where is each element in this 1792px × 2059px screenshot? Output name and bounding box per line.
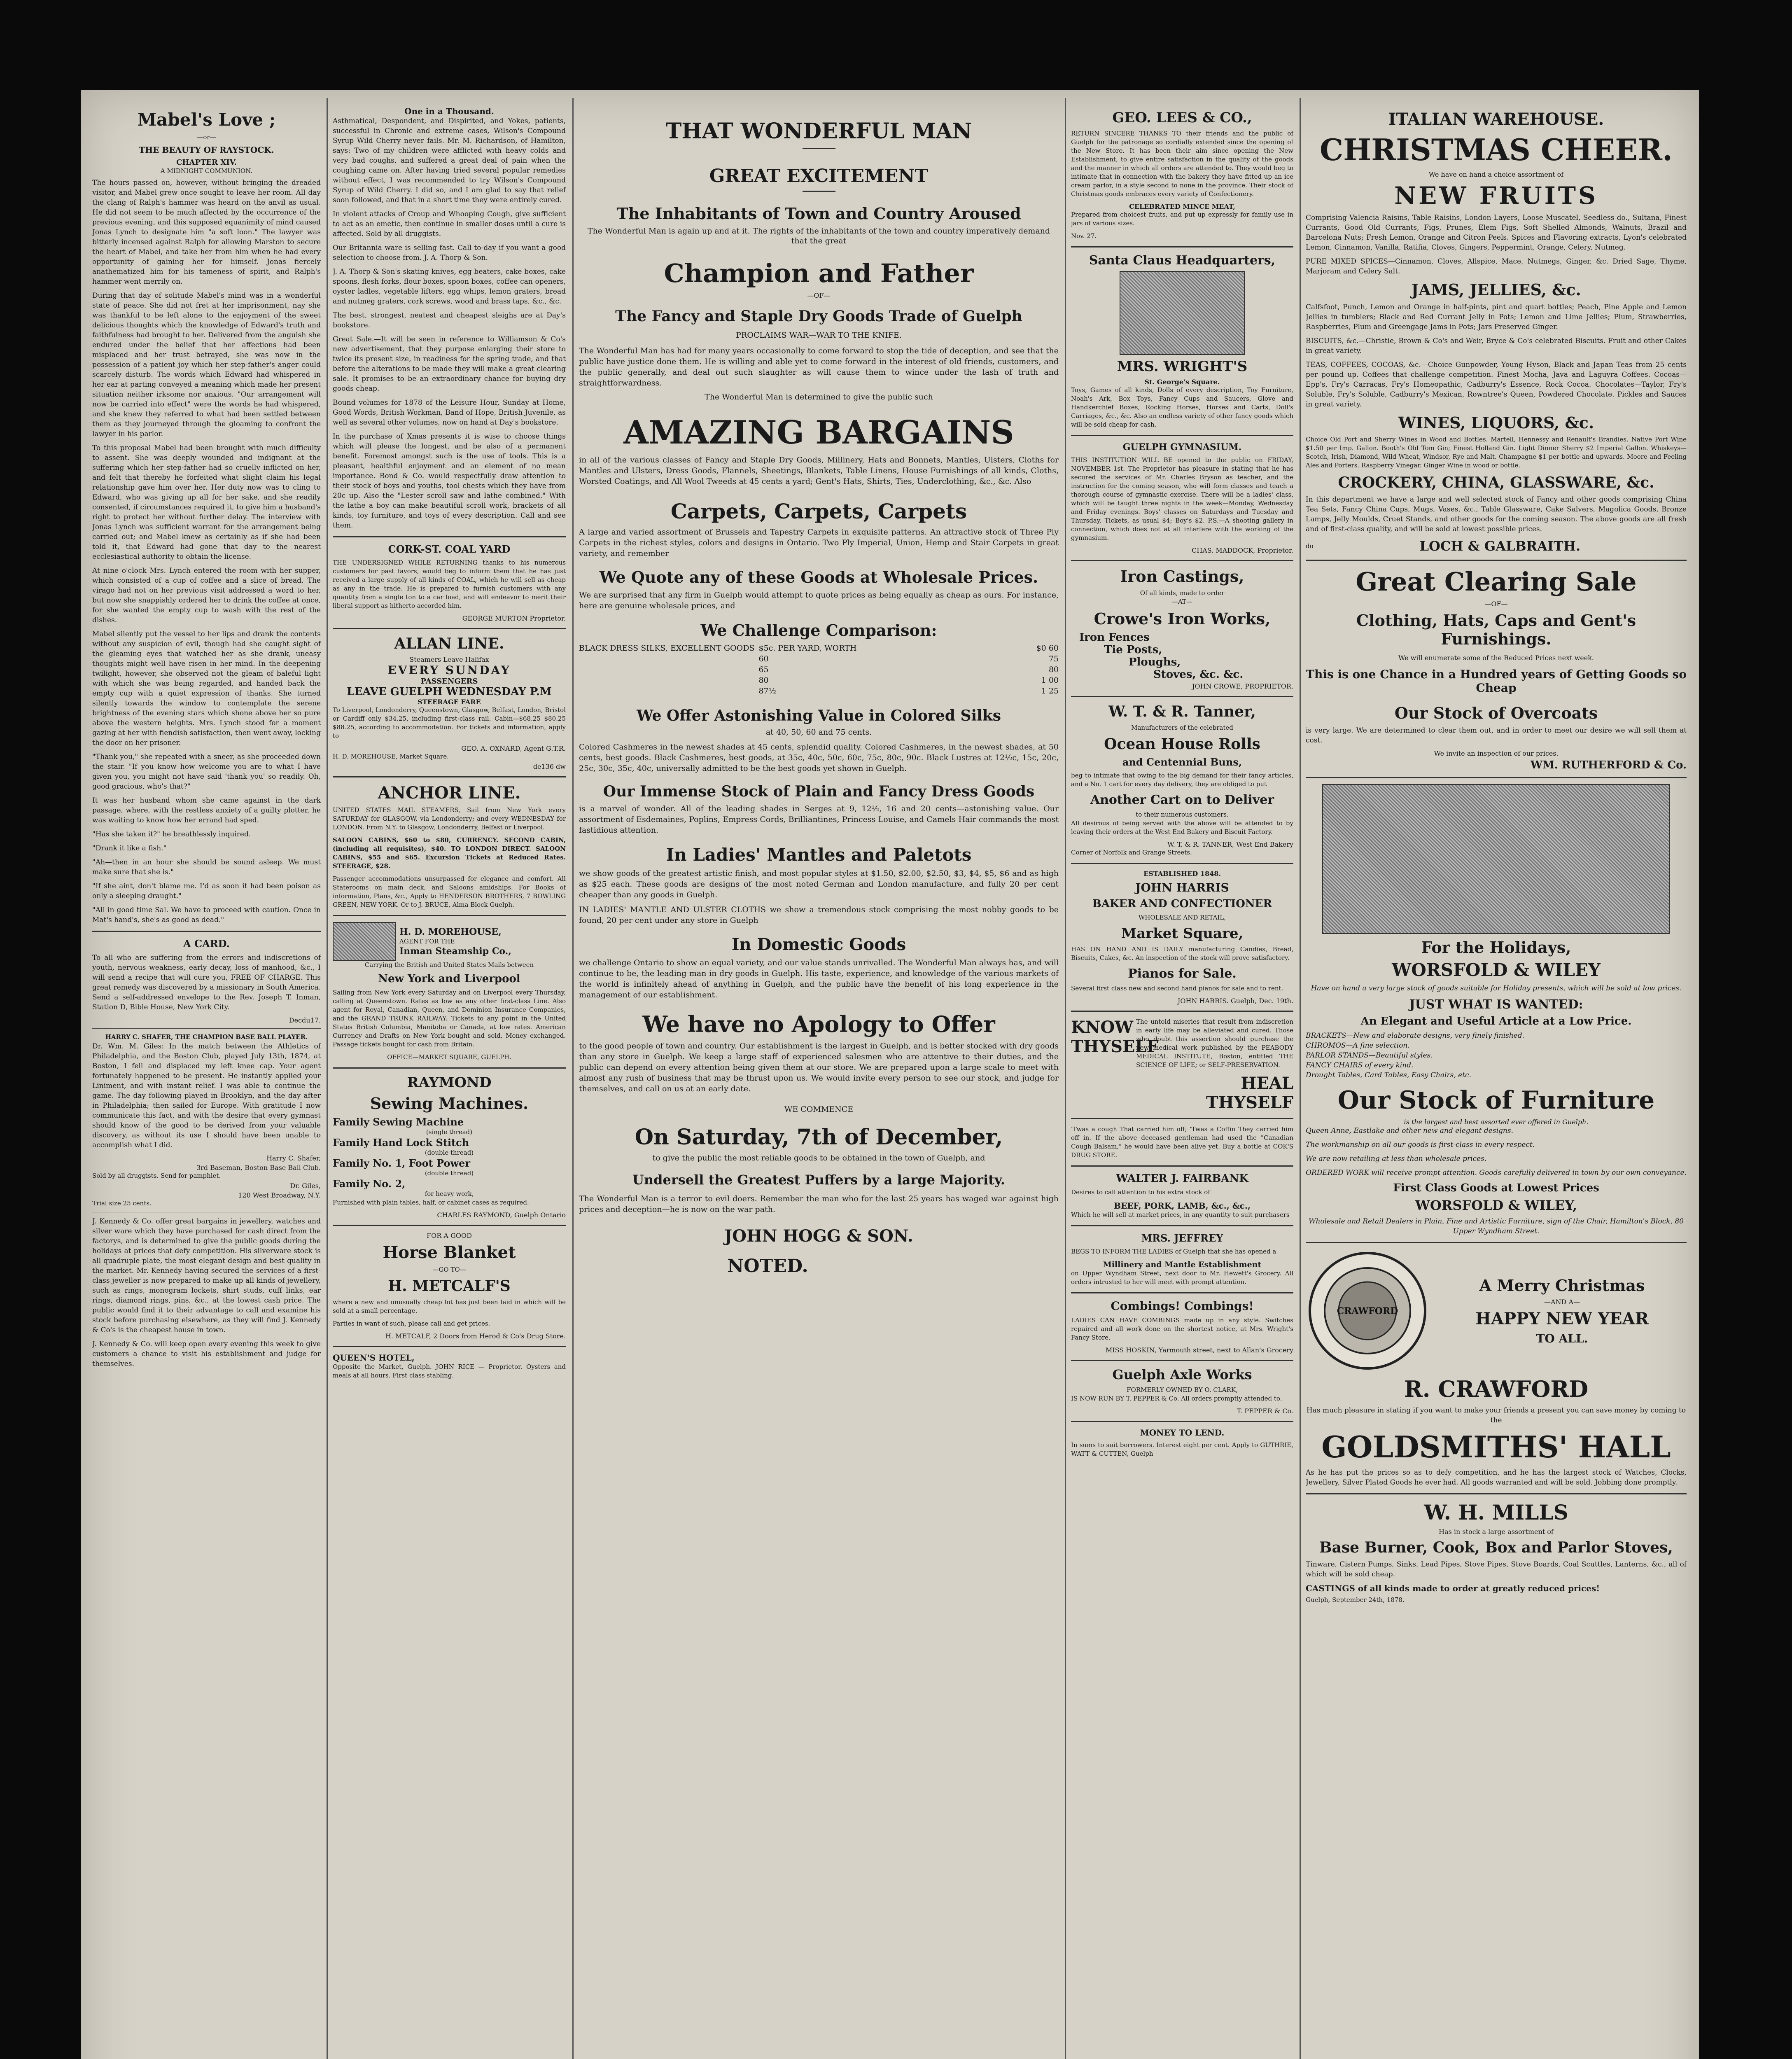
crowe-heading: Crowe's Iron Works, bbox=[1094, 609, 1271, 628]
mills-heading: W. H. MILLS bbox=[1424, 1500, 1568, 1524]
morehouse-office: OFFICE—MARKET SQUARE, GUELPH. bbox=[387, 1053, 511, 1061]
harris-heading: JOHN HARRIS bbox=[1135, 881, 1229, 894]
wines-heading: WINES, LIQUORS, &c. bbox=[1398, 413, 1594, 432]
story-subtitle: THE BEAUTY OF RAYSTOCK. bbox=[139, 145, 274, 155]
hogg-immense: Our Immense Stock of Plain and Fancy Dress Goods bbox=[603, 783, 1035, 800]
harris-established: ESTABLISHED 1848. bbox=[1143, 870, 1221, 878]
allan-heading: ALLAN LINE. bbox=[394, 635, 504, 652]
jeffrey-millinery: Millinery and Mantle Establishment bbox=[1103, 1260, 1262, 1269]
hogg-determined: The Wonderful Man is determined to give the public such bbox=[705, 392, 933, 402]
hogg-carpets: Carpets, Carpets, Carpets bbox=[670, 499, 967, 523]
money-heading: MONEY TO LEND. bbox=[1140, 1428, 1225, 1438]
allan-text: To Liverpool, Londonderry, Queenstown, Glasgow, Belfast, London, Bristol or Cardiff only $34.25, including first-class rail. Cabin—$68.25 $80.25 $88.25, according to accommodation. For tickets and information, apply to bbox=[333, 706, 566, 740]
mince-date: Nov. 27. bbox=[1071, 232, 1097, 240]
axle-signature: T. PEPPER & Co. bbox=[1237, 1407, 1293, 1415]
column-rule bbox=[1300, 98, 1301, 2059]
anchor-sub: UNITED STATES MAIL STEAMERS, Sail from New York every SATURDAY for GLASGOW, via Londonderry; and every WEDNESDAY for LONDON. From N.Y. to Glasgow, Londonderry, Belfast or Liverpool. bbox=[333, 806, 566, 831]
column-rule bbox=[572, 98, 574, 2059]
morehouse-agent: AGENT FOR THE bbox=[399, 937, 455, 945]
tanner-signature: W. T. & R. TANNER, West End Bakery bbox=[1167, 840, 1293, 848]
hogg-paragraph: we challenge Ontario to show an equal variety, and our value stands unrivalled. The Wonderful Man always has, and will continue to be, the leading man in dry goods in Guelph. His taste, experience, and knowledge of the various markets of the world is infinitely ahead of anything in Guelph, and the public have the benefit of his long experience in the management of our establishment. bbox=[579, 958, 1059, 999]
hogg-paragraph: IN LADIES' MANTLE AND ULSTER CLOTHS we show a tremendous stock comprising the most nobby goods to be found, 20 per cent under any store in Guelph bbox=[579, 905, 1059, 925]
price-table-label: BLACK DRESS SILKS, EXCELLENT GOODS bbox=[579, 644, 755, 653]
hogg-challenge: We Challenge Comparison: bbox=[700, 621, 937, 640]
harris-market: Market Square, bbox=[1121, 925, 1244, 942]
hogg-paragraph: in all of the various classes of Fancy and Staple Dry Goods, Millinery, Hats and Bonnets, Mantles, Ulsters, Cloths for Mantles and Ulsters, Dress Goods, Flannels, Sheetings, Blankets, Table Linens, House Furnishings of all kinds, Cloths, Worsted Coatings, and All Wool Tweeds at 45 cents a yard; Gent's Hats, Shirts, Ties, Underclothing, &c., &c. Also bbox=[579, 455, 1059, 486]
allan-steerage: STEERAGE FARE bbox=[418, 698, 481, 706]
raymond-model-note: for heavy work, bbox=[425, 1190, 474, 1198]
worsfold-text: Have on hand a very large stock of goods suitable for Holiday presents, which will be sold at low prices. bbox=[1311, 984, 1682, 992]
harris-wholesale: WHOLESALE AND RETAIL, bbox=[1138, 914, 1226, 921]
column-1 bbox=[92, 106, 321, 2059]
hogg-paragraph: The Wonderful Man is a terror to evil doers. Remember the man who for the last 25 years has waged war against high prices and deception—he is now on the war path. bbox=[579, 1194, 1059, 1214]
crawford-seal-icon bbox=[1306, 1249, 1429, 1373]
harris-pianos-text: Several first class new and second hand pianos for sale and to rent. bbox=[1071, 985, 1283, 992]
raymond-text: Furnished with plain tables, half, or cabinet cases as required. bbox=[333, 1199, 529, 1206]
local-item: Bound volumes for 1878 of the Leisure Hour, Sunday at Home, Good Words, British Workman, Band of Hope, British Juvenile, as well as several other volumes, now on hand at Day's bookstore. bbox=[333, 399, 566, 427]
raymond-model-note: (double thread) bbox=[425, 1149, 474, 1156]
mills-castings: CASTINGS of all kinds made to order at greatly reduced prices! bbox=[1306, 1583, 1600, 1593]
hogg-excitement: GREAT EXCITEMENT bbox=[709, 166, 929, 187]
iron-at: —AT— bbox=[1171, 598, 1193, 605]
local-item: The best, strongest, neatest and cheapest sleighs are at Day's bookstore. bbox=[333, 311, 566, 329]
hogg-paragraph: Colored Cashmeres in the newest shades at 45 cents, splendid quality. Colored Cashmeres, in the newest shades, at 50 cents, best goods. Black Cashmeres, best goods, at 35c, 40c, 50c, 60c, 75c, 80c, 90c. Black Lustres at 12½c, 15c, 20c, 25c, 30c, 35c, 40c, universally admitted to be the best goods yet shown in Guelph. bbox=[579, 742, 1059, 773]
tanner-address: Corner of Norfolk and Grange Streets. bbox=[1071, 849, 1192, 856]
christmas-cheer: CHRISTMAS CHEER. bbox=[1319, 132, 1673, 167]
mills-date: Guelph, September 24th, 1878. bbox=[1306, 1596, 1405, 1604]
fairbank-heading: WALTER J. FAIRBANK bbox=[1116, 1172, 1248, 1185]
tanner-buns: and Centennial Buns, bbox=[1122, 756, 1242, 768]
crowe-signature: JOHN CROWE, PROPRIETOR. bbox=[1192, 682, 1293, 690]
crowe-item: Stoves, &c. &c. bbox=[1153, 668, 1244, 681]
gym-heading: GUELPH GYMNASIUM. bbox=[1122, 442, 1242, 453]
story-paragraph: To this proposal Mabel had been brought with much difficulty to assent. She was deeply wounded and indignant at the suffering which her step-father had so cruelly inflicted on her, and felt that thereby he forfeited what slight claim his legal relationship gave him over her. Her duty now was to cling to Edward, who was giving up all for her sake, and she readily consented, if circumstances required it, to give him a husband's right to protect her without further delay. The interview with Jonas Lynch was sufficient warrant for the arrangement being carried out; and Mabel knew as certainly as if she had been told it, that Edward had gone that day to the nearest ecclesiastical authority to obtain the license. bbox=[92, 444, 321, 561]
allan-agent-2: H. D. MOREHOUSE, Market Square. bbox=[333, 753, 449, 760]
crawford-happy: HAPPY NEW YEAR bbox=[1475, 1309, 1649, 1328]
worsfold-item: Drought Tables, Card Tables, Easy Chairs, etc. bbox=[1306, 1071, 1471, 1079]
steamship-engraving-icon bbox=[333, 922, 396, 961]
story-paragraph: "Drank it like a fish." bbox=[92, 844, 167, 852]
price-row: 60 bbox=[758, 654, 769, 663]
clearing-enumerate: We will enumerate some of the Reduced Prices next week. bbox=[1398, 654, 1594, 662]
metcalf-text-2: Parties in want of such, please call and get prices. bbox=[333, 1320, 490, 1327]
local-item: In the purchase of Xmas presents it is wise to choose things which will please the longest, and be also of a permanent benefit. Foremost amongst such is the use of tools. This is a pleasant, healthful enjoyment and an element of no mean importance. Bond & Co. would respectfully draw attention to their stock of boys and youths, tool chests which they have from 20c up. Also the "Lester scroll saw and lathe combined." With the lathe a boy can make beautiful scroll work, brackets of all kinds, toy furniture, and toys of every description. Call and see them. bbox=[333, 432, 566, 530]
story-title: Mabel's Love ; bbox=[137, 110, 276, 130]
allan-date: de136 dw bbox=[533, 763, 566, 770]
santa-claus-engraving-icon bbox=[1120, 271, 1245, 355]
morehouse-heading: H. D. MOREHOUSE, bbox=[399, 926, 502, 937]
story-paragraph: It was her husband whom she came against in the dark passage, where, with the restless anxiety of a guilty plotter, he was waiting to know how her errand had sped. bbox=[92, 796, 321, 824]
seal-center-text: CRAWFORD bbox=[1337, 1306, 1398, 1317]
furniture-text: We are now retailing at less than wholesale prices. bbox=[1306, 1155, 1487, 1163]
crawford-heading: R. CRAWFORD bbox=[1404, 1376, 1589, 1402]
wright-sub: St. George's Square. bbox=[1144, 378, 1220, 386]
hogg-undersell: Undersell the Greatest Puffers by a large Majority. bbox=[632, 1172, 1005, 1188]
morehouse-text: Sailing from New York every Saturday and on Liverpool every Thursday, calling at Queenstown. Rates as low as any other first-class Line. Also agent for Royal, Canadian, Queen, and Dominion Insurance Companies, and the GRAND TRUNK RAILWAY. Tickets to any point in the United States British Columbia, Manitoba or Canada, at low rates. American Currency and Drafts on New York bought and sold. Money exchanged. Passage tickets bought for cash from Britain. bbox=[333, 989, 566, 1048]
hogg-of: —OF— bbox=[807, 292, 831, 299]
tanner-sub: Manufacturers of the celebrated bbox=[1131, 724, 1233, 731]
furniture-engraving-icon bbox=[1322, 784, 1670, 934]
wright-heading: MRS. WRIGHT'S bbox=[1117, 358, 1248, 375]
hogg-commence: WE COMMENCE bbox=[784, 1105, 854, 1114]
hogg-amazing: AMAZING BARGAINS bbox=[623, 414, 1014, 451]
hogg-intro: The Wonderful Man is again up and at it. The rights of the inhabitants of the town and country imperatively demand that the great bbox=[587, 226, 1050, 245]
raymond-model: Family Hand Lock Stitch bbox=[333, 1137, 469, 1149]
allan-sub: Steamers Leave Halifax bbox=[409, 656, 489, 663]
shafer-trial: Trial size 25 cents. bbox=[92, 1200, 152, 1207]
shafer-text: Dr. Wm. M. Giles: In the match between the Athletics of Philadelphia, and the Boston Club, played July 13th, 1874, at Boston, I fell and displaced my left knee cap. Your agent fortunately happened to be present. He instantly applied your Liniment, and with instant relief. I was able to continue the game. The day following played in Brooklyn, and the day after in Philadelphia; then sailed for Europe. With gratitude I now communicate this fact, and with the desire that every gymnast should know of the good to be derived from your valuable discovery, as without its use I should have been unable to accomplish what I did. bbox=[92, 1042, 321, 1149]
hogg-domestic: In Domestic Goods bbox=[731, 935, 906, 954]
chapter-heading: CHAPTER XIV. bbox=[176, 158, 237, 167]
price-row-worth: 1 25 bbox=[1041, 686, 1059, 696]
harris-pianos: Pianos for Sale. bbox=[1128, 966, 1237, 981]
raymond-heading: RAYMOND bbox=[407, 1074, 492, 1091]
metcalf-signature: H. METCALF, 2 Doors from Herod & Co's Drug Store. bbox=[385, 1332, 566, 1340]
raymond-signature: CHARLES RAYMOND, Guelph Ontario bbox=[437, 1211, 566, 1219]
column-2 bbox=[333, 106, 566, 2059]
card-heading: A CARD. bbox=[183, 938, 230, 950]
price-row: 80 bbox=[758, 676, 769, 685]
raymond-sub: Sewing Machines. bbox=[370, 1094, 529, 1113]
goldsmiths-heading: GOLDSMITHS' HALL bbox=[1321, 1429, 1671, 1464]
axle-sub: FORMERLY OWNED BY O. CLARK, bbox=[1127, 1386, 1238, 1394]
clearing-chance: This is one Chance in a Hundred years of Getting Goods so Cheap bbox=[1306, 668, 1687, 695]
column-rule bbox=[327, 98, 328, 2059]
iron-sub: Of all kinds, made to order bbox=[1140, 589, 1225, 597]
price-row: 65 bbox=[758, 665, 769, 674]
furniture-text: Queen Anne, Eastlake and other new and elegant designs. bbox=[1306, 1127, 1513, 1135]
lees-heading: GEO. LEES & CO., bbox=[1112, 110, 1252, 126]
italian-text: In this department we have a large and well selected stock of Fancy and other goods comprising China Tea Sets, Fancy China Cups, Mugs, Vases, &c., Table Glassware, Cake Salvers, Magolica Goods, Bronze Lamps, Jelly Moulds, Cruet Stands, and other goods for the coming season. The above goods are all fresh and of first-class quality, and will be sold at lowest possible prices. bbox=[1306, 495, 1687, 533]
gym-text: THIS INSTITUTION WILL BE opened to the public on FRIDAY, NOVEMBER 1st. The Proprietor has pleasure in stating that he has secured the services of Mr. Charles Bryson as teacher, and the instruction for the coming season, who will form classes and teach a thorough course of gymnastic exercise. There will be a ladies' class, which will be taught three nights in the week—Monday, Wednesday and Friday evenings. Boys' classes on Saturdays and Tuesday and Thursday. Tickets, as usual $4; Boy's $2. P.S.—A shooting gallery in connection, which does not at all interfere with the working of the gymnasium. bbox=[1071, 456, 1293, 542]
crawford-toall: TO ALL. bbox=[1536, 1332, 1588, 1345]
local-item: Asthmatical, Despondent, and Dispirited, and Yokes, patients, successful in Chronic and extreme cases, Wilson's Compound Syrup Wild Cherry never fails. Mr. M. Richardson, of Hamilton, says: Two of my children were afflicted with heavy colds and very bad coughs, and suffered a great deal of pain when the coughing came on. After having tried several popular remedies without effect, I was recommended to try Wilson's Compound Syrup of Wild Cherry. I did so, and I am glad to say that relief soon followed, and that in a short time they were entirely cured. bbox=[333, 117, 566, 204]
worsfold-address: Wholesale and Retail Dealers in Plain, Fine and Artistic Furniture, sign of the Chair, Hamilton's Block, 80 Upper Wyndham Street. bbox=[1309, 1217, 1684, 1235]
know-thyself: THYSELF bbox=[1071, 1037, 1159, 1056]
worsfold-signature: WORSFOLD & WILEY, bbox=[1415, 1198, 1577, 1213]
local-heading: One in a Thousand. bbox=[404, 106, 494, 116]
italian-text: TEAS, COFFEES, COCOAS, &c.—Choice Gunpowder, Young Hyson, Black and Japan Teas from 25 cents per pound up. Coffees that challenge competition. Finest Mocha, Java and Laguyra Coffees. Cocoas—Epp's, Fry's Carracas, Fry's Homeopathic, Cadburry's Essence, Rock Cocoa. Chocolates—Taylor, Fry's Soluble, Fry's Soluble, Cadburry's Mexican, Rowntree's Queen, Powdered Chocolate. Pickles and Sauces in great variety. bbox=[1306, 361, 1687, 409]
lees-text: RETURN SINCERE THANKS TO their friends and the public of Guelph for the patronage so cordially extended since the opening of the New Store. It has been their aim since opening the New Establishment, to give entire satisfaction in the quality of the goods and the manner in which all orders are attended to. They would beg to intimate that in connection with the bakery they have fitted up an ice cream parlor, in a style second to none in the province. Their stock of Christmas goods embraces every variety of Confectionery. bbox=[1071, 130, 1293, 198]
italian-text: PURE MIXED SPICES—Cinnamon, Cloves, Allspice, Mace, Nutmegs, Ginger, &c. Dried Sage, Thyme, Marjoram and Celery Salt. bbox=[1306, 257, 1687, 275]
local-item: In violent attacks of Croup and Whooping Cough, give sufficient to act as an emetic, then continue in smaller doses until a cure is affected. Sold by all druggists. bbox=[333, 210, 566, 238]
worsfold-heading: WORSFOLD & WILEY bbox=[1392, 960, 1601, 980]
know-text: The untold miseries that result from indiscretion in early life may be alleviated and cured. Those who doubt this assertion should purchase the new medical work published by the PEABODY MEDICAL INSTITUTE, Boston, entitled THE SCIENCE OF LIFE; or SELF-PRESERVATION. bbox=[1136, 1018, 1293, 1069]
price-row-worth: 75 bbox=[1048, 654, 1059, 663]
furniture-text: ORDERED WORK will receive prompt attention. Goods carefully delivered in town by our own conveyance. bbox=[1306, 1169, 1687, 1177]
story-paragraph: "All in good time Sal. We have to proceed with caution. Once in Mat's hand's, she's as good as dead." bbox=[92, 906, 321, 924]
story-paragraph: "Has she taken it?" he breathlessly inquired. bbox=[92, 830, 251, 838]
card-date: Decdu17. bbox=[289, 1016, 321, 1024]
story-paragraph: "If she aint, don't blame me. I'd as soon it had been poison as only a sleeping draught." bbox=[92, 882, 321, 900]
crawford-and: —AND A— bbox=[1544, 1298, 1580, 1306]
column-5 bbox=[1306, 106, 1687, 2059]
price-row: $5c. PER YARD, WORTH bbox=[758, 644, 857, 653]
rutherford-signature: WM. RUTHERFORD & Co. bbox=[1530, 759, 1687, 771]
mills-sub: Has in stock a large assortment of bbox=[1439, 1528, 1554, 1536]
hogg-offer: We Offer Astonishing Value in Colored Silks bbox=[636, 707, 1001, 724]
cork-heading: CORK-ST. COAL YARD bbox=[388, 543, 511, 555]
overcoats-heading: Our Stock of Overcoats bbox=[1394, 704, 1598, 722]
tanner-text: beg to intimate that owing to the big demand for their fancy articles, and a No. 1 cart for every day delivery, they are obliged to put bbox=[1071, 772, 1293, 788]
harris-text: HAS ON HAND AND IS DAILY manufacturing Candies, Bread, Biscuits, Cakes, &c. An inspection of the stock will prove satisfactory. bbox=[1071, 945, 1293, 962]
story-paragraph: At nine o'clock Mrs. Lynch entered the room with her supper, which consisted of a cup of coffee and a slice of bread. The virago had not on her previous visit addressed a word to her, but now she snappishly ordered her to drink the coffee at once, for she wanted the empty cup to wash with the rest of the dishes. bbox=[92, 567, 321, 624]
hogg-paragraph: we show goods of the greatest artistic finish, and most popular styles at $1.50, $2.00, $2.50, $3, $4, $5, $6 and as high as $25 each. These goods are designs of the most noted German and London manufacture, and fully 20 per cent cheaper than any goods in Guelph. bbox=[579, 869, 1059, 899]
jeffrey-text: BEGS TO INFORM THE LADIES of Guelph that she has opened a bbox=[1071, 1248, 1276, 1255]
anchor-heading: ANCHOR LINE. bbox=[378, 783, 521, 803]
combings-text: LADIES CAN HAVE COMBINGS made up in any style. Switches repaired and all work done on the shortest notice, at Mrs. Wright's Fancy Store. bbox=[1071, 1317, 1293, 1341]
hogg-trade: The Fancy and Staple Dry Goods Trade of Guelph bbox=[615, 308, 1022, 325]
crowe-item: Tie Posts, bbox=[1104, 644, 1162, 656]
hogg-headline: THAT WONDERFUL MAN bbox=[665, 119, 972, 144]
tanner-heading: W. T. & R. Tanner, bbox=[1108, 703, 1256, 720]
cork-signature: GEORGE MURTON Proprietor. bbox=[462, 614, 566, 622]
newspaper-page bbox=[81, 90, 1699, 2059]
overcoats-invite: We invite an inspection of our prices. bbox=[1434, 749, 1559, 757]
crawford-text: Has much pleasure in stating if you want to make your friends a present you can save money by coming to the bbox=[1306, 1406, 1686, 1424]
allan-every: EVERY SUNDAY bbox=[387, 663, 511, 677]
gym-signature: CHAS. MADDOCK, Proprietor. bbox=[1192, 546, 1293, 554]
hogg-saturday: On Saturday, 7th of December, bbox=[635, 1125, 1003, 1150]
hogg-paragraph: A large and varied assortment of Brussels and Tapestry Carpets in exquisite patterns. An attractive stock of Three Ply Carpets in the richest styles, colors and designs in Ontario. Two Ply Imperial, Union, Hemp and Stair Carpets in great variety, and remember bbox=[579, 528, 1059, 558]
loch-signature: LOCH & GALBRAITH. bbox=[1419, 538, 1581, 554]
santa-heading: Santa Claus Headquarters, bbox=[1089, 253, 1276, 268]
shafer-signature: Harry C. Shafer, bbox=[266, 1154, 321, 1162]
anchor-fares: SALOON CABINS, $60 to $80, CURRENCY. SECOND CABIN, (including all requisites), $40. TO LONDON DIRECT. SALOON CABINS, $55 and $65. Excursion Tickets at Reduced Rates. STEERAGE, $28. bbox=[333, 836, 566, 870]
local-item: Great Sale.—It will be seen in reference to Williamson & Co's new advertisement, that they purpose enlarging their store to twice its present size, in readiness for the spring trade, and that before the alterations to be made they will make a great clearing sale. It promises to be an extraordinary chance for buying dry goods cheap. bbox=[333, 335, 566, 393]
worsfold-wanted: JUST WHAT IS WANTED: bbox=[1409, 997, 1583, 1012]
overcoats-text: is very large. We are determined to clear them out, and in order to meet our desire we will sell them at cost. bbox=[1306, 726, 1687, 745]
hogg-war: PROCLAIMS WAR—WAR TO THE KNIFE. bbox=[736, 331, 902, 340]
shafer-doctor: Dr. Giles, bbox=[290, 1182, 321, 1190]
hogg-paragraph: to give the public the most reliable goods to be obtained in the town of Guelph, and bbox=[652, 1153, 985, 1163]
italian-text: Comprising Valencia Raisins, Table Raisins, London Layers, Loose Muscatel, Seedless do., Sultana, Finest Currants, Good Old Currants, Figs, Prunes, Elem Figs, Soft Shelled Almonds, Walnuts, Brazil and Barcelona Nuts; Fresh Lemon, Orange and Citron Peels. Spices and Flavoring extracts, Lyon's celebrated Lemon, Cinnamon, Vanilla, Ratifia, Cloves, Gingers, Peppermint, Orange, Celery, Nutmeg. bbox=[1306, 214, 1687, 252]
worsfold-item: CHROMOS—A fine selection. bbox=[1306, 1041, 1410, 1050]
kennedy-text-2: J. Kennedy & Co. will keep open every evening this week to give customers a chance to visit his establishment and judge for themselves. bbox=[92, 1340, 321, 1368]
loch-do: do bbox=[1306, 542, 1314, 550]
hogg-offer-sub: at 40, 50, 60 and 75 cents. bbox=[765, 728, 872, 737]
tanner-cart-sub: to their numerous customers. bbox=[1136, 811, 1229, 818]
hogg-noted: NOTED. bbox=[727, 1256, 808, 1277]
heal-thyself: THYSELF bbox=[1206, 1093, 1293, 1112]
hogg-paragraph: The Wonderful Man has had for many years occasionally to come forward to stop the tide of deception, and see that the public have justice done them. He is willing and able yet to come forward in the interest of old friends, customers, and the public generally, and deal out such slaughter as will cause them to wince under the lash of truth and straightforwardness. bbox=[579, 346, 1059, 388]
furniture-sub: is the largest and best assorted ever offered in Guelph. bbox=[1404, 1118, 1589, 1126]
tanner-cart: Another Cart on to Deliver bbox=[1090, 793, 1274, 807]
shafer-heading: HARRY C. SHAFER, THE CHAMPION BASE BALL PLAYER. bbox=[105, 1033, 308, 1041]
story-paragraph: During that day of solitude Mabel's mind was in a wonderful state of peace. She did not fret at her imprisonment, nay she was thankful to be left alone to the enjoyment of the sweet delicious thoughts which the knowledge of Edward's truth and faithfulness had brought to her. Delivered from the anguish she endured under the belief that her affections had been misplaced and her trust betrayed, she was now in the possession of a patient joy which her step-father's anger could scarcely disturb. The words which Edward had whispered in her ear at parting conveyed a meaning which made her present situation neither irksome nor anxious. "Our arrangement will now be carried into effect" were the words he had whispered, and she knew they referred to what had been settled between them as they journeyed through the gloaming to confront the lawyer in his parlor. bbox=[92, 292, 321, 438]
italian-intro: We have on hand a choice assortment of bbox=[1428, 170, 1564, 178]
price-row-worth: 1 00 bbox=[1041, 676, 1059, 685]
cough-text: 'Twas a cough That carried him off; 'Twas a Coffin They carried him off in. If the above deceased gentleman had used the "Canadian Cough Balsam," he would have been alive yet. Buy a bottle at COK'S DRUG STORE. bbox=[1071, 1125, 1293, 1159]
mills-stoves: Base Burner, Cook, Box and Parlor Stoves, bbox=[1319, 1539, 1673, 1556]
anchor-text: Passenger accommodations unsurpassed for elegance and comfort. All Staterooms on main deck, and Saloons amidships. For Books of information, Plans, &c., Apply to HENDERSON BROTHERS, 7 BOWLING GREEN, NEW YORK. Or to J. BRUCE, Alma Block Guelph. bbox=[333, 875, 566, 908]
raymond-model: Family No. 1, Foot Power bbox=[333, 1157, 471, 1169]
cork-text: THE UNDERSIGNED WHILE RETURNING thanks to his numerous customers for past favors, would beg to inform them that he has just received a large supply of all kinds of COAL, which he will sell as cheap as any in the trade. He is prepared to furnish customers with any quantity from a single ton to a car load, and will endeavor to merit their liberal support as hitherto accorded him. bbox=[333, 559, 566, 609]
metcalf-heading: Horse Blanket bbox=[383, 1243, 516, 1262]
iron-heading: Iron Castings, bbox=[1120, 567, 1244, 586]
hogg-quote: We Quote any of these Goods at Wholesale Prices. bbox=[599, 568, 1038, 586]
metcalf-pre: FOR A GOOD bbox=[427, 1232, 472, 1240]
hogg-ladies: In Ladies' Mantles and Paletots bbox=[666, 845, 972, 865]
furniture-heading: Our Stock of Furniture bbox=[1337, 1086, 1655, 1115]
local-item: J. A. Thorp & Son's skating knives, egg beaters, cake boxes, cake spoons, flesh forks, flour boxes, spoon boxes, coffee can openers, oyster ladles, vegetable lifters, egg whips, lemon graters, bread and nutmeg graters, cork screws, wood and brass taps, &c., &c. bbox=[333, 268, 566, 306]
morehouse-route: New York and Liverpool bbox=[378, 973, 520, 985]
italian-heading: ITALIAN WAREHOUSE. bbox=[1388, 110, 1604, 129]
story-paragraph: The hours passed on, however, without bringing the dreaded visitor, and Mabel grew once sought to leave her room. All day the clang of Ralph's hammer was heard on the anvil as usual. He did not seem to be much affected by the occurrence of the previous evening, and this supposed equanimity of mind caused Jonas Lynch to designate him "a soft loon." The lawyer was bitterly incensed against Ralph for allowing Marston to secure the heart of Mabel, and take her from him when he had every opportunity of gaining her for himself. Jonas fiercely anathematized him for his tameness of spirit, and Ralph's hammer went merrily on. bbox=[92, 179, 321, 286]
fairbank-meats: BEEF, PORK, LAMB, &c., &c., bbox=[1114, 1201, 1251, 1211]
price-table bbox=[579, 643, 1059, 696]
italian-text: BISCUITS, &c.—Christie, Brown & Co's and Weir, Bryce & Co's celebrated Biscuits. Fruit and other Cakes in great variety. bbox=[1306, 337, 1687, 355]
column-rule bbox=[1065, 98, 1066, 2059]
clearing-of: —OF— bbox=[1484, 600, 1508, 608]
shafer-address: 120 West Broadway, N.Y. bbox=[238, 1191, 321, 1199]
column-3 bbox=[579, 106, 1059, 2059]
combings-signature: MISS HOSKIN, Yarmouth street, next to Allan's Grocery bbox=[1105, 1346, 1293, 1354]
worsfold-elegant: An Elegant and Useful Article at a Low Price. bbox=[1360, 1015, 1632, 1027]
axle-text: IS NOW RUN BY T. PEPPER & Co. All orders promptly attended to. bbox=[1071, 1395, 1282, 1402]
raymond-model-note: (double thread) bbox=[425, 1170, 474, 1177]
worsfold-item: PARLOR STANDS—Beautiful styles. bbox=[1306, 1051, 1433, 1060]
allan-agent: GEO. A. OXNARD, Agent G.T.R. bbox=[461, 745, 566, 752]
furniture-firstclass: First Class Goods at Lowest Prices bbox=[1393, 1182, 1599, 1194]
allan-pass: PASSENGERS bbox=[420, 677, 478, 686]
crowe-item: Ploughs, bbox=[1129, 656, 1181, 668]
clearing-goods: Clothing, Hats, Caps and Gent's Furnishings. bbox=[1356, 611, 1636, 648]
story-paragraph: "Ah—then in an hour she should be sound asleep. We must make sure that she is." bbox=[92, 858, 321, 876]
italian-text: Choice Old Port and Sherry Wines in Wood and Bottles. Martell, Hennessy and Renault's Brandies. Native Port Wine $1.50 per Imp. Gallon. Booth's Old Tom Gin; Finest Holland Gin. Light Dinner Sherry $2 Imperial Gallon. Whiskeys—Scotch, Irish, Diamond, Wild Wheat, Windsor, Rye and Malt. Champagne $1 per bottle and upwards. Moore and Feeling Ales and Porters. Raspberry Vinegar. Ginger Wine in wood or bottle. bbox=[1306, 436, 1687, 469]
card-text: To all who are suffering from the errors and indiscretions of youth, nervous weakness, early decay, loss of manhood, &c., I will send a recipe that will cure you, FREE OF CHARGE. This great remedy was discovered by a missionary in South America. Send a self-addressed envelope to the Rev. Joseph T. Inman, Station D, Bible House, New York City. bbox=[92, 954, 321, 1011]
allan-leave: LEAVE GUELPH WEDNESDAY P.M bbox=[347, 686, 552, 698]
morehouse-line: Inman Steamship Co., bbox=[399, 945, 511, 957]
price-row-worth: $0 60 bbox=[1036, 644, 1059, 653]
hogg-paragraph: to the good people of town and country. Our establishment is the largest in Guelph, and is better stocked with dry goods than any store in Guelph. We keep a large staff of experienced salesmen who are attentive to their duties, and the public can depend on every attention being given them at our store. We are prepared upon a large scale to meet with almost any rush of business that may be thrust upon us. We would invite every person to see our stock, and judge for themselves, and call on us at an early date. bbox=[579, 1041, 1059, 1093]
story-paragraph: "Thank you," she repeated with a sneer, as she proceeded down the stair. "If you know how welcome you are to what I have given you, you might not have said 'thank you' so readily. Oh, good gracious, who's that?" bbox=[92, 753, 321, 791]
shafer-sold: Sold by all druggists. Send for pamphlet. bbox=[92, 1172, 221, 1179]
money-text: In sums to suit borrowers. Interest eight per cent. Apply to GUTHRIE, WATT & CUTTEN, Guelph bbox=[1071, 1441, 1293, 1457]
shafer-role: 3rd Baseman, Boston Base Ball Club. bbox=[196, 1164, 321, 1172]
raymond-model: Family Sewing Machine bbox=[333, 1116, 464, 1128]
axle-heading: Guelph Axle Works bbox=[1112, 1367, 1252, 1382]
combings-heading: Combings! Combings! bbox=[1111, 1299, 1254, 1313]
mince-heading: CELEBRATED MINCE MEAT, bbox=[1129, 203, 1235, 210]
mills-text: Tinware, Cistern Pumps, Sinks, Lead Pipes, Stove Pipes, Stove Boards, Coal Scuttles, Lanterns, &c., all of which will be sold cheap. bbox=[1306, 1560, 1687, 1578]
story-paragraph: Mabel silently put the vessel to her lips and drank the contents without any suspicion of evil, though had she caught sight of the gleaming eyes that watched her as she drank, uneasy thoughts might well have risen in her mind. In the deepening twilight, however, she observed not the gleam of baleful light with which she was being regarded, and handed back the empty cup with a quiet expression of thanks. She turned silently towards the window to contemplate the serene brightness of the evening stars which shone above her so pure above the western heights. Mrs. Lynch stood for a moment gazing at her with fiendish satisfaction, then went away, locking the door on her prisoner. bbox=[92, 630, 321, 747]
harris-sub: BAKER AND CONFECTIONER bbox=[1092, 898, 1272, 910]
hogg-signature: JOHN HOGG & SON. bbox=[724, 1226, 913, 1246]
wright-text: Toys, Games of all kinds, Dolls of every description, Toy Furniture, Noah's Ark, Box Toys, Fancy Cups and Saucers, Glove and Handkerchief Boxes, Rocking Horses, Horses and Carts, Doll's Carriages, &c., &c. Also an endless variety of other fancy goods which will be sold cheap for cash. bbox=[1071, 386, 1293, 428]
morehouse-carry: Carrying the British and United States Mails between bbox=[364, 961, 534, 969]
column-4 bbox=[1071, 106, 1293, 2059]
furniture-text: The workmanship on all our goods is first-class in every respect. bbox=[1306, 1141, 1535, 1149]
new-fruits: NEW FRUITS bbox=[1394, 182, 1598, 210]
heal-heading: HEAL bbox=[1241, 1074, 1293, 1093]
hogg-apology: We have no Apology to Offer bbox=[642, 1011, 995, 1037]
local-item: Our Britannia ware is selling fast. Call to-day if you want a good selection to choose from. J. A. Thorp & Son. bbox=[333, 244, 566, 262]
harris-signature: JOHN HARRIS. Guelph, Dec. 19th. bbox=[1177, 997, 1293, 1005]
story-or: —or— bbox=[197, 133, 216, 141]
queens-text: Opposite the Market, Guelph. JOHN RICE — Proprietor. Oysters and meals at all hours. First class stabling. bbox=[333, 1363, 566, 1379]
tanner-text-2: All desirous of being served with the above will be attended to by leaving their orders at the West End Bakery and Biscuit Factory. bbox=[1071, 819, 1293, 836]
raymond-model: Family No. 2, bbox=[333, 1178, 406, 1190]
italian-text: Calfsfoot, Punch, Lemon and Orange in half-pints, pint and quart bottles; Peach, Pine Apple and Lemon Jellies in tumblers; Black and Red Currant Jelly in Pots; Lemon and Lime Jellies; Plum, Strawberries, Raspberries, Plum and Greengage Jams in Pots; Jars Preserved Ginger. bbox=[1306, 303, 1687, 331]
clearing-heading: Great Clearing Sale bbox=[1356, 567, 1637, 597]
jeffrey-text-2: on Upper Wyndham Street, next door to Mr. Hewett's Grocery. All orders intrusted to her will meet with prompt attention. bbox=[1071, 1270, 1293, 1286]
fairbank-text: Desires to call attention to his extra stock of bbox=[1071, 1188, 1210, 1196]
jeffrey-heading: MRS. JEFFREY bbox=[1141, 1232, 1223, 1244]
worsfold-item: FANCY CHAIRS of every kind. bbox=[1306, 1061, 1414, 1069]
price-row: 87½ bbox=[758, 686, 777, 696]
kennedy-text: J. Kennedy & Co. offer great bargains in jewellery, watches and silver ware which they have purchased for cash direct from the factorys, and is determined to give the public goods during the holidays at prices that defy competition. His silverware stock is all quadruple plate, the most elegant design and best quality in the market. Mr. Kennedy having secured the services of a first-class jeweller is now prepared to make up all kinds of jewellery, such as rings, monogram lockets, shirt studs, cuff links, ear rings, diamond rings, pins, &c., at the lowest cash price. The public would find it to their advantage to call and examine his stock before purchasing elsewhere, as they will find J. Kennedy & Co's is the cheapest house in town. bbox=[92, 1217, 321, 1334]
fairbank-text-2: Which he will sell at market prices, in any quantity to suit purchasers bbox=[1071, 1211, 1290, 1219]
raymond-model-note: (single thread) bbox=[426, 1128, 473, 1136]
chapter-subtitle: A MIDNIGHT COMMUNION. bbox=[160, 167, 253, 175]
crawford-merry: A Merry Christmas bbox=[1479, 1276, 1645, 1295]
metcalf-name: H. METCALF'S bbox=[388, 1277, 511, 1295]
know-heading: KNOW bbox=[1071, 1018, 1134, 1037]
hogg-paragraph: is a marvel of wonder. All of the leading shades in Serges at 9, 12½, 16 and 20 cents—astonishing value. Our assortment of Esdemaines, Poplins, Empress Cords, Brilliantines, Princess Louise, and Camels Hair commands the most fastidious attention. bbox=[579, 804, 1059, 835]
worsfold-holidays: For the Holidays, bbox=[1421, 938, 1571, 957]
mince-text: Prepared from choicest fruits, and put up expressly for family use in jars of various sizes. bbox=[1071, 211, 1293, 227]
crockery-heading: CROCKERY, CHINA, GLASSWARE, &c. bbox=[1338, 474, 1654, 491]
jams-heading: JAMS, JELLIES, &c. bbox=[1411, 280, 1581, 299]
queens-heading: QUEEN'S HOTEL, bbox=[333, 1353, 415, 1363]
hogg-champion: Champion and Father bbox=[664, 258, 974, 288]
metcalf-go: —GO TO— bbox=[432, 1266, 466, 1273]
hogg-aroused: The Inhabitants of Town and Country Aroused bbox=[616, 204, 1021, 223]
goldsmiths-text: As he has put the prices so as to defy competition, and he has the largest stock of Watches, Clocks, Jewellery, Silver Plated Goods he ever had. All goods warranted and will be sold. Jobbing done promptly. bbox=[1306, 1468, 1687, 1487]
price-row-worth: 80 bbox=[1048, 665, 1059, 674]
metcalf-text: where a new and unusually cheap lot has just been laid in which will be sold at a small percentage. bbox=[333, 1298, 566, 1314]
crowe-item: Iron Fences bbox=[1079, 631, 1150, 644]
tanner-ocean: Ocean House Rolls bbox=[1104, 735, 1260, 753]
worsfold-item: BRACKETS—New and elaborate designs, very finely finished. bbox=[1306, 1032, 1525, 1040]
hogg-paragraph: We are surprised that any firm in Guelph would attempt to quote prices as being equally as cheap as ours. For instance, here are genuine wholesale prices, and bbox=[579, 591, 1059, 610]
